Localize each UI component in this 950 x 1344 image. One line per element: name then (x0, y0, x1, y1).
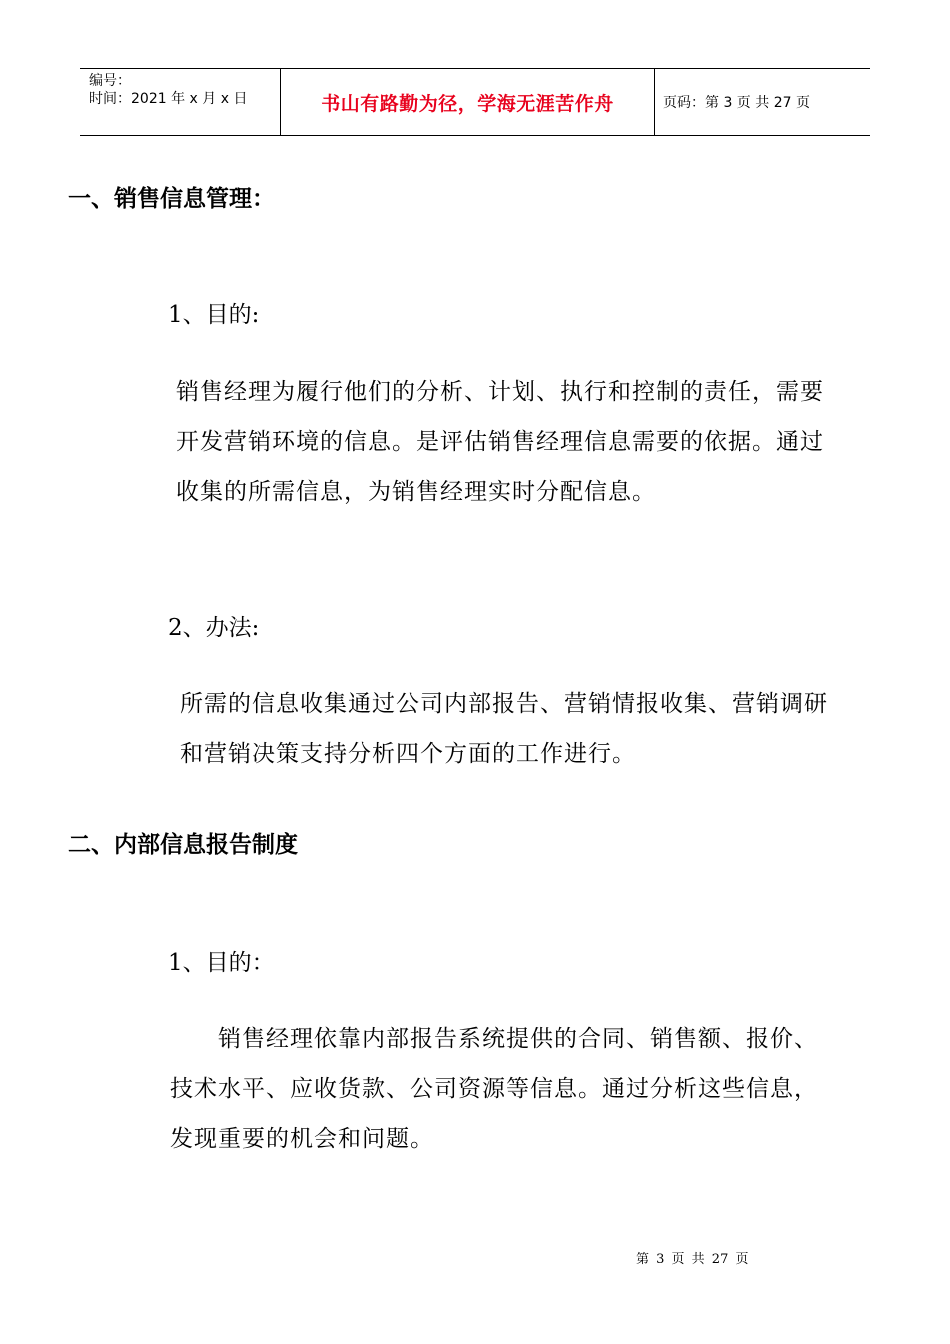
subsection-title-2-1: 1、目的： (168, 950, 275, 976)
paragraph-1-2 (180, 679, 828, 779)
paragraph-2-1 (170, 1014, 818, 1164)
subsection-title-1-1: 1、目的: (168, 302, 260, 328)
paragraph-line: 发现重要的机会和问题。 (170, 1126, 434, 1152)
paragraph-line: 销售经理依靠内部报告系统提供的合同、销售额、报价、 (218, 1026, 818, 1052)
paragraph-line: 和营销决策支持分析四个方面的工作进行。 (180, 741, 636, 767)
number-label: 编号： (89, 73, 131, 89)
subsection-title-1-2: 2、办法: (168, 615, 260, 641)
paragraph-line: 收集的所需信息，为销售经理实时分配信息。 (176, 479, 656, 505)
header-page-cell (655, 69, 870, 135)
section-heading-1: 一、销售信息管理： (68, 186, 275, 212)
section-heading-2: 二、内部信息报告制度 (68, 832, 298, 858)
paragraph-line: 开发营销环境的信息。是评估销售经理信息需要的依据。通过 (176, 429, 824, 455)
motto-text: 书山有路勤为径，学海无涯苦作舟 (321, 92, 614, 115)
header-motto-cell (281, 69, 655, 135)
date-label: 时间：2021 年 x 月 x 日 (89, 91, 248, 107)
page-footer: 第 3 页 共 27 页 (636, 1252, 749, 1267)
header-meta-cell (80, 69, 281, 135)
paragraph-line: 销售经理为履行他们的分析、计划、执行和控制的责任，需要 (176, 379, 824, 405)
page-info: 页码：第 3 页 共 27 页 (663, 95, 810, 111)
paragraph-line: 所需的信息收集通过公司内部报告、营销情报收集、营销调研 (180, 691, 828, 717)
paragraph-line: 技术水平、应收货款、公司资源等信息。通过分析这些信息， (170, 1076, 818, 1102)
paragraph-1-1 (176, 367, 824, 517)
document-header (80, 68, 870, 136)
